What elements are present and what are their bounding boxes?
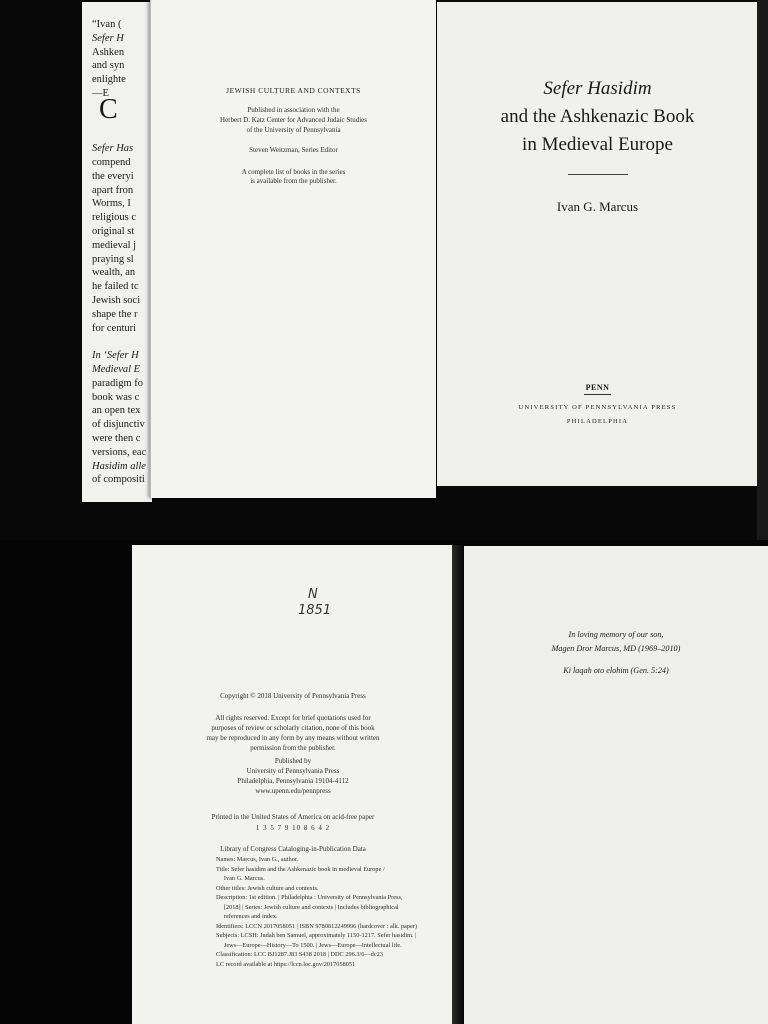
flap-text-line: for centuri <box>92 322 137 334</box>
series-title: JEWISH CULTURE AND CONTEXTS <box>226 86 361 95</box>
book-title-line3: in Medieval Europe <box>522 134 673 155</box>
flap-text-line: “Ivan ( <box>92 19 122 30</box>
flap-text-line: Sefer Has <box>92 143 134 155</box>
rights-line: may be reproduced in any form by any means without written <box>206 734 380 742</box>
handwritten-note-top: N <box>308 587 318 602</box>
cip-line: Subjects: LCSH: Judah ben Samuel, approximately 1150-1217. Sefer hasidim. | <box>216 932 417 939</box>
flap-text-line: Ashken <box>92 46 125 58</box>
flap-text-line: In ‘Sefer H <box>92 350 139 362</box>
title-rule <box>568 174 628 175</box>
flap-text-line: he failed tc <box>92 281 139 293</box>
series-list-line1: A complete list of books in the series <box>241 168 346 176</box>
flap-text-line: Hasidim alle <box>92 460 146 472</box>
publisher-name: UNIVERSITY OF PENNSYLVANIA PRESS <box>518 404 677 411</box>
flap-text-line: of compositi <box>92 474 145 486</box>
series-page <box>150 0 436 498</box>
published-by-line: www.upenn.edu/pennpress <box>255 787 331 795</box>
book-title-line1: Sefer Hasidim <box>543 78 652 99</box>
cip-line: Identifiers: LCCN 2017058051 | ISBN 9780812249996 (hardcover : alk. paper) <box>216 922 417 930</box>
next-page-edge <box>757 0 768 540</box>
logo-underline <box>584 394 611 395</box>
cip-line: Title: Sefer hasidim and the Ashkenazic book in medieval Europe / <box>216 865 385 873</box>
series-list-line2: is available from the publisher. <box>250 177 337 185</box>
copyright-page <box>132 545 454 1024</box>
rights-line: purposes of review or scholarly citation, none of this book <box>211 724 375 732</box>
flap-text-line: versions, eac <box>92 446 147 458</box>
center-name: Herbert D. Katz Center for Advanced Judaic Studies <box>220 116 367 124</box>
publisher-city: PHILADELPHIA <box>566 418 629 425</box>
flap-text-line: and syn <box>92 60 125 72</box>
flap-text-line: original st <box>92 226 135 237</box>
penn-logo: PENN <box>585 383 610 392</box>
cip-line: Other titles: Jewish culture and contexts. <box>216 884 319 892</box>
cip-header: Library of Congress Cataloging-in-Publication Data <box>220 845 366 853</box>
flap-text-line: wealth, an <box>92 267 136 279</box>
published-by-line: University of Pennsylvania Press <box>246 767 340 775</box>
dedication-line1: In loving memory of our son, <box>568 630 664 639</box>
copyright-line: Copyright © 2018 University of Pennsylvania Press <box>220 692 366 700</box>
published-by-line: Philadelphia, Pennsylvania 19104-4112 <box>237 777 349 785</box>
flap-text-line: book was c <box>92 391 140 403</box>
published-by-line: Published by <box>274 757 312 765</box>
flap-text-line: —E <box>92 88 109 99</box>
cip-line: Ivan G. Marcus. <box>216 875 265 882</box>
flap-text-line: compend <box>92 157 131 168</box>
flap-text-line: Sefer H <box>92 32 124 44</box>
flap-text-line: the everyi <box>92 170 134 182</box>
flap-text-line: enlighte <box>92 74 126 86</box>
cip-line: Names: Marcus, Ivan G., author. <box>216 856 299 863</box>
flap-text-line: Worms, I <box>92 198 131 210</box>
flap-text-line: praying sl <box>92 253 134 265</box>
printed-line: Printed in the United States of America on acid-free paper <box>211 813 375 821</box>
flap-text-line: an open tex <box>92 405 141 417</box>
book-gutter <box>452 545 464 1024</box>
flap-text-line: medieval j <box>92 239 137 251</box>
flap-text-line: Jewish soci <box>92 295 141 306</box>
flap-text-line: paradigm fo <box>92 377 144 389</box>
dedication-line3: Ki laqah oto elohim (Gen. 5:24) <box>563 666 669 675</box>
book-title-line2: and the Ashkenazic Book <box>500 106 695 127</box>
dedication-line2: Magen Dror Marcus, MD (1969–2010) <box>551 644 681 653</box>
back-cover-flap-page <box>82 2 152 502</box>
dedication-page <box>464 546 768 1024</box>
cip-line: Jews—Europe—History—To 1500. | Jews—Europe—Intellectual life. <box>216 941 402 949</box>
flap-text-line: Medieval E <box>92 364 141 375</box>
handwritten-note-bottom: 1851 <box>298 603 332 618</box>
rights-line: permission from the publisher. <box>250 744 336 752</box>
title-page <box>437 2 758 486</box>
flap-text-line: religious c <box>92 212 137 224</box>
flap-text-line: were then c <box>92 433 141 444</box>
cip-line: Description: 1st edition. | Philadelphia : University of Pennsylvania Press, <box>216 894 403 901</box>
author-name: Ivan G. Marcus <box>556 199 639 214</box>
series-editor: Steven Weitzman, Series Editor <box>249 146 338 154</box>
rights-line: All rights reserved. Except for brief quotations used for <box>215 714 371 722</box>
university-line: of the University of Pennsylvania <box>246 126 341 134</box>
cip-line: LC record available at https://lccn.loc.gov/2017058051 <box>216 960 356 968</box>
print-numbers: 1 3 5 7 9 10 8 6 4 2 <box>255 824 331 832</box>
flap-text-line: shape the r <box>92 308 138 320</box>
association-line: Published in association with the <box>247 106 340 114</box>
cip-line: [2018] | Series: Jewish culture and contexts | Includes bibliographical <box>216 903 399 911</box>
cip-line: Classification: LCC BJ1287.J83 S438 2018 | DDC 296.3/6—dc23 <box>216 951 383 958</box>
flap-text-line: of disjunctiv <box>92 419 145 431</box>
flap-text-line: C <box>99 93 118 125</box>
flap-text-line: apart fron <box>92 184 134 196</box>
cip-line: references and index. <box>216 913 278 920</box>
